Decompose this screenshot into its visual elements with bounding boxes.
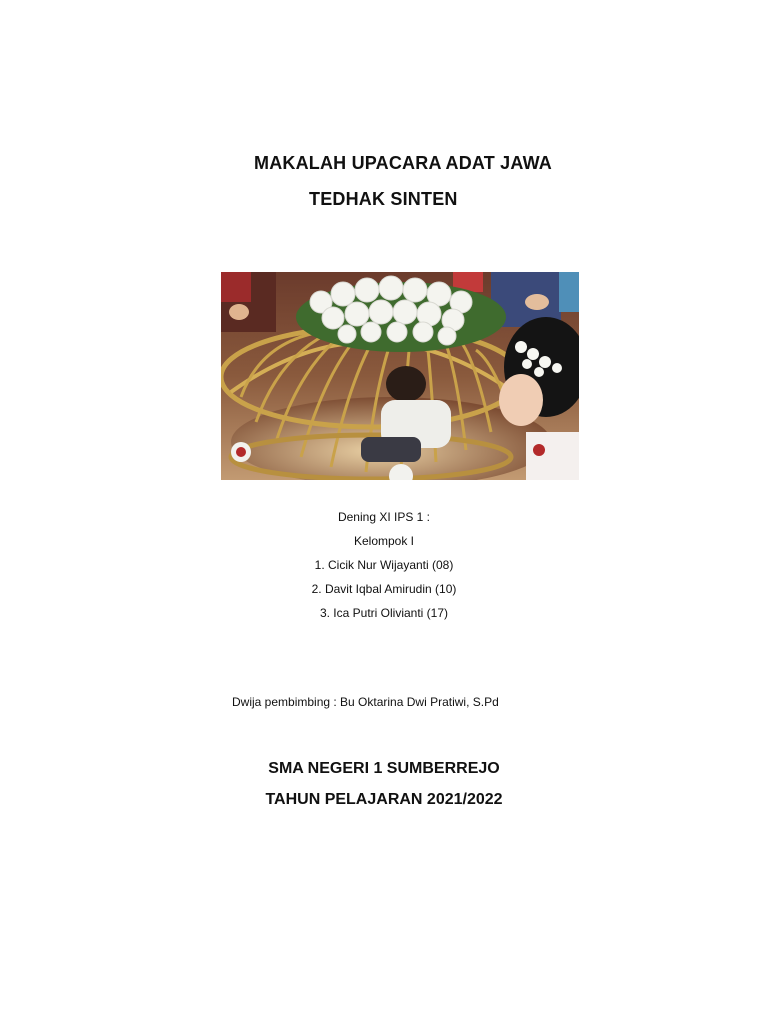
document-subtitle: TEDHAK SINTEN xyxy=(309,189,458,209)
school-name: SMA NEGERI 1 SUMBERREJO xyxy=(268,760,500,777)
member-item: 2. Davit Iqbal Amirudin (10) xyxy=(311,582,457,596)
advisor-line: Dwija pembimbing : Bu Oktarina Dwi Pratiwi, S.Pd xyxy=(232,695,499,709)
ceremony-photo-illustration xyxy=(221,272,579,480)
member-item: 3. Ica Putri Olivianti (17) xyxy=(319,606,449,620)
document-title: MAKALAH UPACARA ADAT JAWA xyxy=(254,153,552,173)
author-line: Dening XI IPS 1 : xyxy=(337,510,431,524)
group-line: Kelompok I xyxy=(353,534,415,548)
member-item: 1. Cicik Nur Wijayanti (08) xyxy=(314,558,454,572)
academic-year: TAHUN PELAJARAN 2021/2022 xyxy=(265,791,503,808)
ceremony-photo xyxy=(221,272,579,480)
